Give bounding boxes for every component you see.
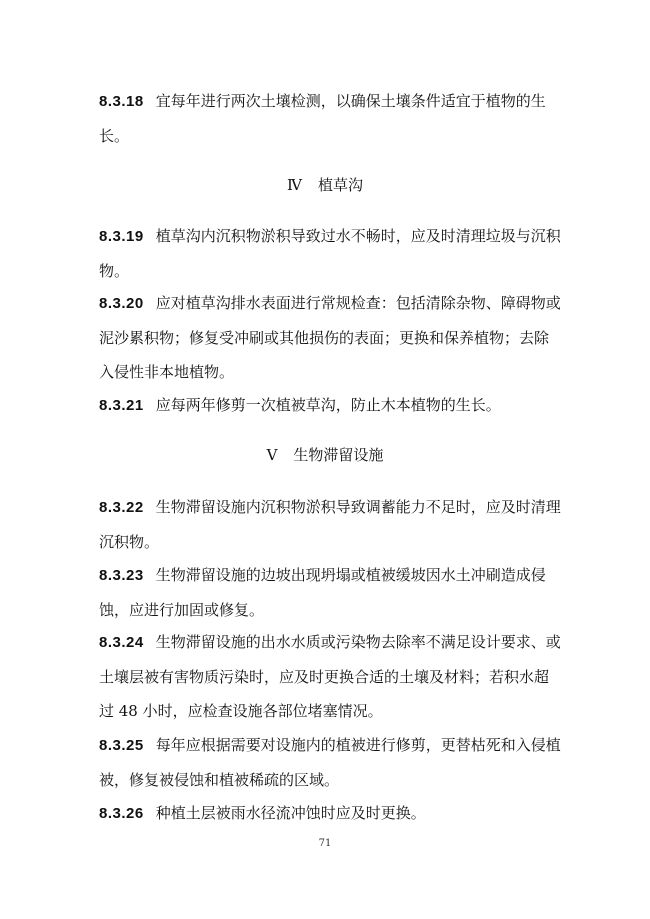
clause-text: 应对植草沟排水表面进行常规检查：包括清除杂物、障碍物或泥沙累积物；修复受冲刷或其他损伤的表面；更换和保养植物；去除入侵性非本地植物。 <box>99 294 561 381</box>
clause-number: 8.3.24 <box>99 634 144 651</box>
clause-number: 8.3.19 <box>99 228 144 245</box>
section-number: Ⅳ <box>286 176 302 194</box>
clause-number: 8.3.23 <box>99 567 144 584</box>
section-number: Ⅴ <box>266 446 278 464</box>
clause-number: 8.3.21 <box>99 397 144 414</box>
clause-text: 应每两年修剪一次植被草沟，防止木本植物的生长。 <box>155 396 501 414</box>
clause-8-3-21 <box>99 388 561 423</box>
clause-8-3-24 <box>99 625 561 728</box>
clause-number: 8.3.22 <box>99 499 144 516</box>
clause-text: 宜每年进行两次土壤检测，以确保土壤条件适宜于植物的生长。 <box>99 92 546 145</box>
section-heading-iv <box>0 168 650 202</box>
clause-8-3-18 <box>99 84 561 153</box>
section-heading-v <box>0 438 650 472</box>
clause-number: 8.3.25 <box>99 737 144 754</box>
clause-number: 8.3.20 <box>99 295 144 312</box>
section-title: 植草沟 <box>317 176 363 194</box>
clause-text: 植草沟内沉积物淤积导致过水不畅时，应及时清理垃圾与沉积物。 <box>99 227 561 280</box>
page-number: 71 <box>318 838 332 849</box>
clause-text: 生物滞留设施内沉积物淤积导致调蓄能力不足时，应及时清理沉积物。 <box>99 498 561 551</box>
clause-8-3-26 <box>99 796 561 831</box>
clause-text: 种植土层被雨水径流冲蚀时应及时更换。 <box>155 804 426 822</box>
clause-8-3-22 <box>99 490 561 559</box>
clause-text: 生物滞留设施的出水水质或污染物去除率不满足设计要求、或土壤层被有害物质污染时，应及时更换合适的土壤及材料；若积水超过 48 小时，应检查设施各部位堵塞情况。 <box>99 633 561 720</box>
clause-text: 每年应根据需要对设施内的植被进行修剪，更替枯死和入侵植被，修复被侵蚀和植被稀疏的区域。 <box>99 736 561 789</box>
clause-number: 8.3.26 <box>99 805 144 822</box>
clause-number: 8.3.18 <box>99 93 144 110</box>
clause-8-3-25 <box>99 728 561 797</box>
clause-text: 生物滞留设施的边坡出现坍塌或植被缓坡因水土冲刷造成侵蚀，应进行加固或修复。 <box>99 566 546 619</box>
section-title: 生物滞留设施 <box>293 446 384 464</box>
clause-8-3-19 <box>99 219 561 288</box>
clause-8-3-20 <box>99 286 561 389</box>
clause-8-3-23 <box>99 558 561 627</box>
